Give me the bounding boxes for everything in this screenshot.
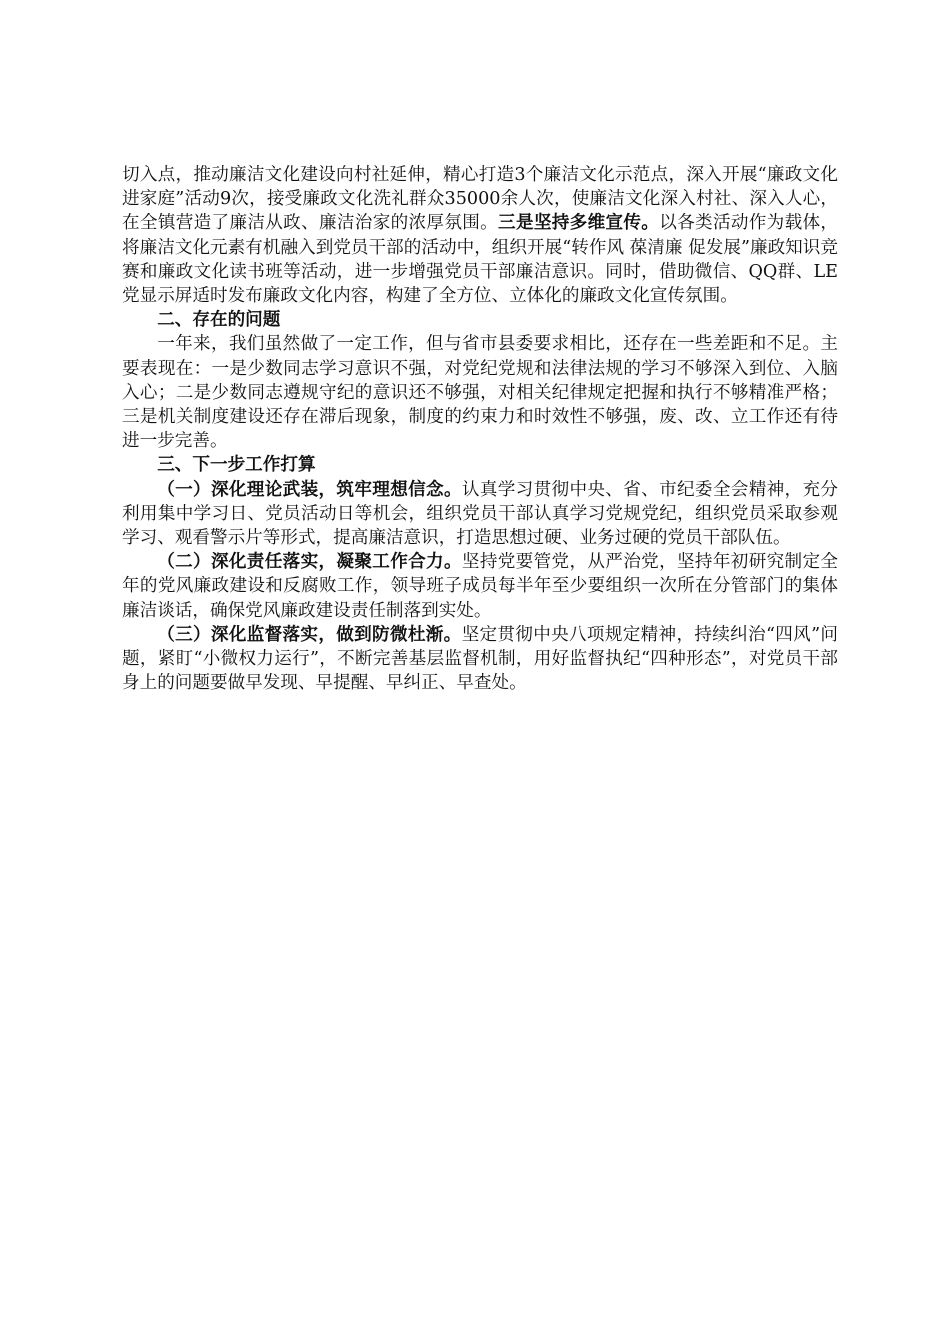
section-heading-next-steps: 三、下一步工作打算	[157, 454, 316, 476]
document-page	[122, 163, 838, 695]
item-text: 坚持党要管党，从严治党，坚持年初研究制定全年的党风廉政建设和反腐败工作，领导班子成员每半年至少要组织一次所在分管部门的集体廉洁谈话，确保党风廉政建设责任制落到实处。	[122, 552, 838, 621]
item-heading: （二）深化责任落实，凝聚工作合力。	[157, 551, 462, 573]
paragraph-activities	[122, 163, 838, 308]
section-heading-problems: 二、存在的问题	[157, 309, 281, 331]
item-heading: （一）深化理论武装，筑牢理想信念。	[157, 478, 462, 500]
paragraph-text: 以各类活动作为载体，将廉洁文化元素有机融入到党员干部的活动中，组织开展“转作风 葆清廉 促发展”廉政知识竞赛和廉政文化读书班等活动，进一步增强党员干部廉洁意识。同时，借助微信、QQ群、LE党显示屏适时发布廉政文化内容，构建了全方位、立体化的廉政文化宣传氛围。	[122, 213, 838, 307]
list-item-responsibility	[122, 550, 838, 623]
paragraph-text: 切入点，推动廉洁文化建设向村社延伸，精心打造3个廉洁文化示范点，深入开展“廉政文化进家庭”活动9次，接受廉政文化洗礼群众35000余人次，使廉洁文化深入村社、深入人心，在全镇营造了廉洁从政、廉洁治家的浓厚氛围。	[122, 165, 838, 234]
item-text: 坚定贯彻中央八项规定精神，持续纠治“四风”问题，紧盯“小微权力运行”，不断完善基层监督机制，用好监督执纪“四种形态”，对党员干部身上的问题要做早发现、早提醒、早纠正、早查处。	[122, 624, 838, 694]
list-item-supervision	[122, 623, 838, 696]
item-heading: （三）深化监督落实，做到防微杜渐。	[157, 623, 462, 645]
bold-lead-in: 三是坚持多维宣传。	[498, 212, 660, 234]
list-item-theory	[122, 478, 838, 551]
item-text: 认真学习贯彻中央、省、市纪委全会精神，充分利用集中学习日、党员活动日等机会，组织党员干部认真学习党规党纪，组织党员采取参观学习、观看警示片等形式，提高廉洁意识，打造思想过硬、业务过硬的党员干部队伍。	[122, 479, 838, 549]
paragraph-problems: 一年来，我们虽然做了一定工作，但与省市县委要求相比，还存在一些差距和不足。主要表现在：一是少数同志学习意识不强，对党纪党规和法律法规的学习不够深入到位、入脑入心；二是少数同志遵规守纪的意识还不够强，对相关纪律规定把握和执行不够精准严格；三是机关制度建设还存在滞后现象，制度的约束力和时效性不够强，废、改、立工作还有待进一步完善。	[122, 334, 838, 452]
